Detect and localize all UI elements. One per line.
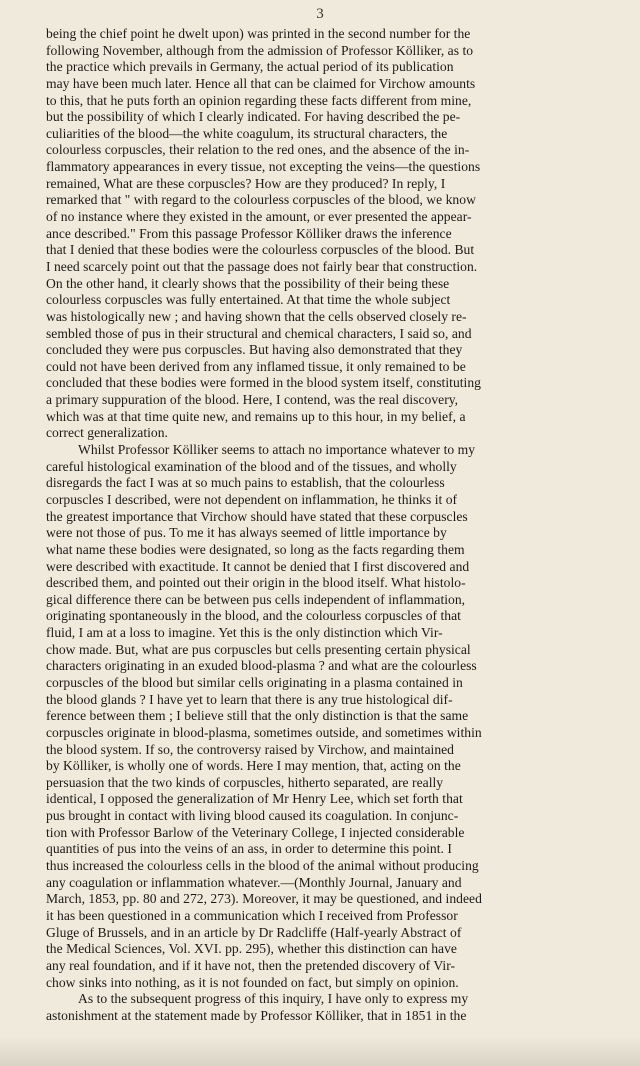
paragraph-start-line: As to the subsequent progress of this inquiry, I have only to express my — [78, 991, 469, 1007]
text-line: the blood system. If so, the controversy raised by Virchow, and maintained — [46, 741, 455, 757]
text-line: flammatory appearances in every tissue, not excepting the veins—the questions — [46, 159, 481, 175]
text-line: what name these bodies were designated, so long as the facts regarding them — [46, 541, 465, 557]
scan-edge-shadow — [0, 1036, 640, 1066]
text-line: pus brought in contact with living blood caused its coagulation. In conjunc- — [46, 808, 459, 824]
text-line: Gluge of Brussels, and in an article by Dr Radcliffe (Half-yearly Abstract of — [46, 924, 462, 940]
text-line: persuasion that the two kinds of corpuscles, hitherto separated, are really — [46, 774, 444, 790]
text-line: being the chief point he dwelt upon) was printed in the second number for the — [46, 26, 471, 41]
text-line: remarked that " with regard to the colourless corpuscles of the blood, we know — [46, 192, 476, 208]
paragraph-start-line: Whilst Professor Kölliker seems to attach no importance whatever to my — [78, 442, 476, 458]
text-line: March, 1853, pp. 80 and 272, 273). Moreover, it may be questioned, and indeed — [46, 891, 482, 907]
text-line: chow made. But, what are pus corpuscles but cells presenting certain physical — [46, 641, 471, 657]
text-line: any coagulation or inflammation whatever.—(Monthly Journal, January and — [46, 874, 462, 890]
text-line: I need scarcely point out that the passage does not fairly bear that construction. — [46, 258, 478, 274]
text-line: it has been questioned in a communication which I received from Professor — [46, 907, 458, 923]
text-line: which was at that time quite new, and remains up to this hour, in my belief, a — [46, 408, 466, 424]
text-line: could not have been derived from any inflamed tissue, it only remained to be — [46, 358, 466, 374]
text-line: fluid, I am at a loss to imagine. Yet this is the only distinction which Vir- — [46, 625, 443, 641]
text-line: any real foundation, and if it have not, then the pretended discovery of Vir- — [46, 957, 456, 973]
text-line: careful histological examination of the blood and of the tissues, and wholly — [46, 458, 457, 474]
text-line: quantities of pus into the veins of an ass, in order to determine this point. I — [46, 841, 452, 857]
text-line: corpuscles of the blood but similar cells originating in a plasma contained in — [46, 674, 463, 690]
text-line: were not those of pus. To me it has always seemed of little importance by — [46, 525, 447, 541]
text-line: sembled those of pus in their structural and chemical characters, I said so, and — [46, 325, 472, 341]
text-line: On the other hand, it clearly shows that the possibility of their being these — [46, 275, 450, 291]
text-line: characters originating in an exuded blood-plasma ? and what are the colourless — [46, 658, 477, 674]
text-line: astonishment at the statement made by Professor Kölliker, that in 1851 in the — [46, 1007, 467, 1023]
text-line: culiarities of the blood—the white coagulum, its structural characters, the — [46, 125, 448, 141]
text-line: correct generalization. — [46, 425, 168, 441]
text-line: thus increased the colourless cells in the blood of the animal without producing — [46, 858, 479, 874]
text-line: that I denied that these bodies were the colourless corpuscles of the blood. But — [46, 242, 475, 258]
text-line: colourless corpuscles, their relation to the red ones, and the absence of the in- — [46, 142, 470, 158]
text-line: remained, What are these corpuscles? How are they produced? In reply, I — [46, 175, 446, 191]
text-line: to this, that he puts forth an opinion regarding these facts different from mine, — [46, 92, 472, 108]
text-line: the Medical Sciences, Vol. XVI. pp. 295), whether this distinction can have — [46, 941, 457, 957]
text-line: of no instance where they existed in the amount, or ever presented the appear- — [46, 209, 472, 225]
text-line: concluded they were pus corpuscles. But having also demonstrated that they — [46, 342, 463, 358]
text-line: identical, I opposed the generalization of Mr Henry Lee, which set forth that — [46, 791, 463, 807]
text-line: ance described." From this passage Professor Kölliker draws the inference — [46, 225, 452, 241]
text-line: disregards the fact I was at so much pains to establish, that the colourless — [46, 475, 445, 491]
text-line: described them, and pointed out their origin in the blood itself. What histolo- — [46, 575, 466, 591]
text-line: the blood glands ? I have yet to learn that there is any true histological dif- — [46, 691, 453, 707]
text-line: the practice which prevails in Germany, the actual period of its publication — [46, 59, 454, 75]
body-text — [46, 26, 602, 1024]
text-line: a primary suppuration of the blood. Here, I contend, was the real discovery, — [46, 392, 459, 408]
text-line: may have been much later. Hence all that can be claimed for Virchow amounts — [46, 75, 476, 91]
text-line: colourless corpuscles was fully entertained. At that time the whole subject — [46, 292, 451, 308]
text-line: following November, although from the admission of Professor Kölliker, as to — [46, 42, 474, 58]
text-line: corpuscles originate in blood-plasma, sometimes outside, and sometimes within — [46, 724, 482, 740]
text-line: tion with Professor Barlow of the Veterinary College, I injected considerable — [46, 824, 465, 840]
page-number: 3 — [316, 6, 324, 22]
text-line: was histologically new ; and having shown that the cells observed closely re- — [46, 308, 467, 324]
text-line: gical difference there can be between pus cells independent of inflammation, — [46, 591, 466, 607]
text-line: concluded that these bodies were formed in the blood system itself, constituting — [46, 375, 481, 391]
text-line: chow sinks into nothing, as it is not founded on fact, but simply on opinion. — [46, 974, 459, 990]
text-line: corpuscles I described, were not dependent on inflammation, he thinks it of — [46, 491, 458, 507]
text-line: originating spontaneously in the blood, and the colourless corpuscles of that — [46, 608, 461, 624]
text-line: were described with exactitude. It cannot be denied that I first discovered and — [46, 558, 470, 574]
text-line: the greatest importance that Virchow should have stated that these corpuscles — [46, 508, 468, 524]
text-line: ference between them ; I believe still that the only distinction is that the same — [46, 708, 469, 724]
text-line: by Kölliker, is wholly one of words. Here I may mention, that, acting on the — [46, 758, 461, 774]
text-line: but the possibility of which I clearly indicated. For having described the pe- — [46, 109, 461, 125]
